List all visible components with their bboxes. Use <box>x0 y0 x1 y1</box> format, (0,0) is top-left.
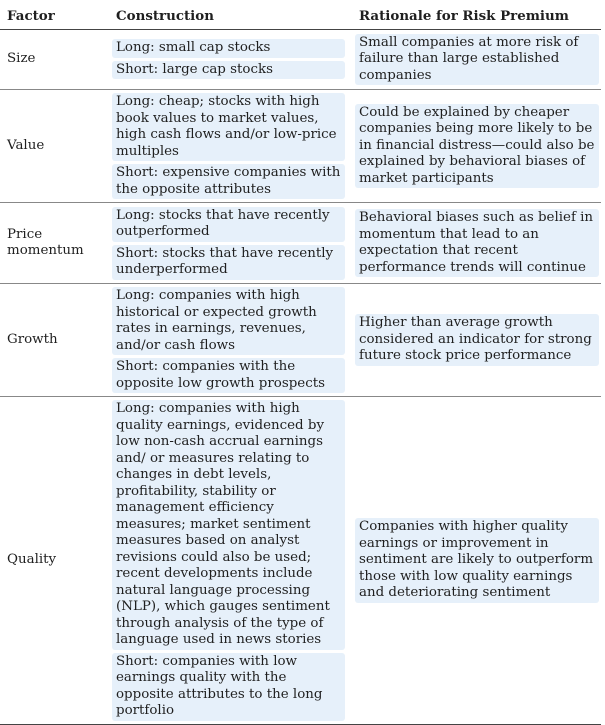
rationale-text: Could be explained by cheaper companies being more likely to be in financial distress—could also be explained by behavioral biases of market participants <box>355 104 599 189</box>
rationale-cell <box>353 203 601 284</box>
long-construction: Long: small cap stocks <box>112 39 345 58</box>
factor-cell: Price momentum <box>0 203 108 284</box>
long-construction: Long: cheap; stocks with high book values to market values, high cash flows and/or low-price multiples <box>112 93 345 161</box>
rationale-cell <box>353 29 601 90</box>
construction-cell <box>108 284 353 397</box>
long-construction: Long: companies with high quality earnings, evidenced by low non-cash accrual earnings and/ or measures relating to changes in debt levels, profitability, stability or management efficiency measures; market sentiment measures based on analyst revisions could also be used; recent developments include natural language processing (NLP), which gauges sentiment through analysis of the type of language used in news stories <box>112 400 345 650</box>
construction-cell <box>108 29 353 90</box>
rationale-text: Companies with higher quality earnings or improvement in sentiment are likely to outperform those with low quality earnings and deteriorating sentiment <box>355 518 599 603</box>
factor-cell: Growth <box>0 284 108 397</box>
header-construction: Construction <box>108 5 353 29</box>
rationale-cell <box>353 90 601 203</box>
rationale-cell <box>353 284 601 397</box>
short-construction: Short: companies with the opposite low growth prospects <box>112 358 345 393</box>
short-construction: Short: large cap stocks <box>112 61 345 80</box>
rationale-text: Behavioral biases such as belief in momentum that lead to an expectation that recent performance trends will continue <box>355 209 599 277</box>
table-row-growth <box>0 284 601 397</box>
factor-table <box>0 5 601 725</box>
long-construction: Long: stocks that have recently outperformed <box>112 207 345 242</box>
table-row-value <box>0 90 601 203</box>
short-construction: Short: expensive companies with the opposite attributes <box>112 164 345 199</box>
long-construction: Long: companies with high historical or expected growth rates in earnings, revenues, and/or cash flows <box>112 287 345 355</box>
rationale-cell <box>353 397 601 725</box>
construction-cell <box>108 397 353 725</box>
short-construction: Short: companies with low earnings quality with the opposite attributes to the long portfolio <box>112 653 345 721</box>
rationale-text: Higher than average growth considered an indicator for strong future stock price performance <box>355 314 599 366</box>
table-row-price-momentum <box>0 203 601 284</box>
short-construction: Short: stocks that have recently underperformed <box>112 245 345 280</box>
header-factor: Factor <box>0 5 108 29</box>
table-header-row <box>0 5 601 29</box>
header-rationale: Rationale for Risk Premium <box>353 5 601 29</box>
factor-cell: Value <box>0 90 108 203</box>
factor-cell: Quality <box>0 397 108 725</box>
construction-cell <box>108 203 353 284</box>
rationale-text: Small companies at more risk of failure than large established companies <box>355 34 599 86</box>
factor-cell: Size <box>0 29 108 90</box>
table-row-size <box>0 29 601 90</box>
construction-cell <box>108 90 353 203</box>
table-row-quality <box>0 397 601 725</box>
